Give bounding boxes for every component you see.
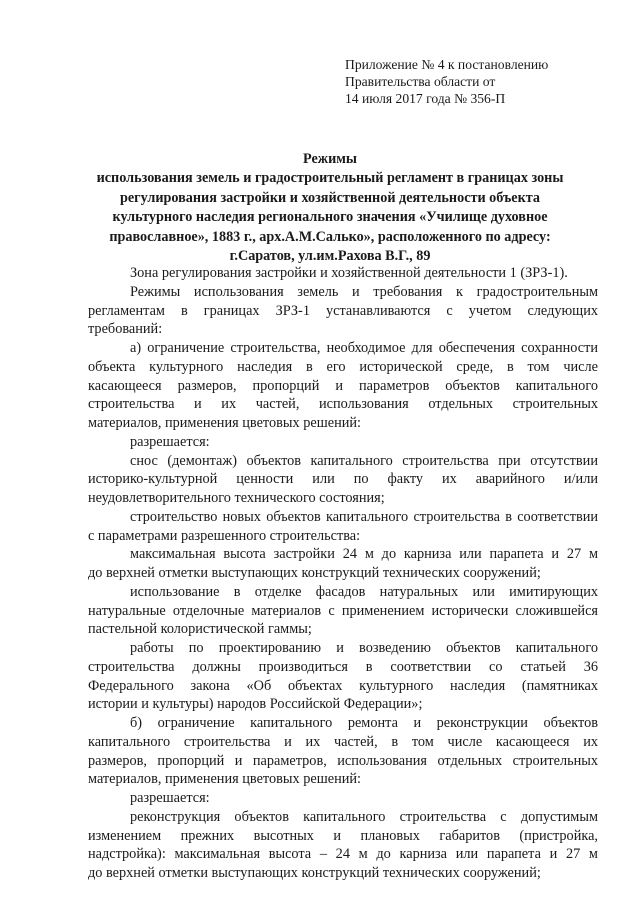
document-body [88,264,598,883]
title-line: использования земель и градостроительный регламент в границах зоны [96,170,564,187]
body-line: разрешается: [130,433,210,450]
document-title [60,150,600,266]
body-line: с параметрами разрешенного строительства: [88,527,361,544]
body-line: строительства должны производиться в соответствии со статьей 36 [88,658,598,675]
header-line-3: 14 июля 2017 года № 356-П [345,91,506,106]
body-line: регламентам в границах ЗРЗ-1 устанавливаются с учетом следующих [88,302,598,319]
body-line: до верхней отметки выступающих конструкций технических сооружений; [88,865,541,881]
appendix-header [345,56,548,107]
body-line: историко-культурной ценности или по факту их аварийного и/или [88,471,598,488]
title-line: культурного наследия регионального значения «Училище духовное [112,209,548,226]
body-line: неудовлетворительного технического состояния; [88,490,385,506]
body-line: Зона регулирования застройки и хозяйственной деятельности 1 (ЗРЗ-1). [130,265,568,281]
body-line: материалов, применения цветовых решений: [88,415,361,431]
body-line: Федерального закона «Об объектах культурного наследия (памятниках [88,677,598,694]
body-line: использование в отделке фасадов натуральных или имитирующих [130,583,598,600]
title-line: православное», 1883 г., арх.А.М.Салько», расположенного по адресу: [109,228,551,245]
title-line: г.Саратов, ул.им.Рахова В.Г., 89 [229,248,431,265]
header-line-2: Правительства области от [345,74,496,89]
body-line: надстройка): максимальная высота – 24 м до карниза или парапета и 27 м [88,846,598,863]
title-line: регулирования застройки и хозяйственной деятельности объекта [119,189,540,206]
body-line: а) ограничение строительства, необходимое для обеспечения сохранности [130,340,598,356]
body-line: материалов, применения цветовых решений: [88,771,361,788]
body-line: строительство новых объектов капитального строительства в соответствии [130,508,598,525]
body-line: б) ограничение капитального ремонта и реконструкции объектов [130,715,598,731]
body-line: объекта культурного наследия в его исторической среде, в том числе [88,358,598,375]
title-main: Режимы [303,151,357,167]
body-line: Режимы использования земель и требования к градостроительным [130,283,598,300]
body-line: требований: [88,321,163,338]
body-line: максимальная высота застройки 24 м до карниза или парапета и 27 м [130,546,598,563]
body-line: строительства и их частей, использования отдельных строительных [88,396,598,413]
body-line: капитального строительства и их частей, в том числе касающееся их [88,733,598,750]
body-line: истории и культуры) народов Российской Федерации»; [88,696,423,713]
header-line-1: Приложение № 4 к постановлению [345,57,549,72]
body-line: работы по проектированию и возведению объектов капитального [130,640,598,656]
body-line: натуральные отделочные материалов с применением исторически сложившейся [88,602,598,619]
body-line: касающееся размеров, пропорций и параметров объектов капитального [88,377,598,394]
body-line: снос (демонтаж) объектов капитального строительства при отсутствии [130,452,598,469]
body-line: пастельной колористической гаммы; [88,621,312,638]
body-line: до верхней отметки выступающих конструкций технических сооружений; [88,565,541,581]
body-line: размеров, пропорций и параметров, использования отдельных строительных [88,752,598,769]
body-line: реконструкция объектов капитального строительства с допустимым [130,808,598,825]
body-line: изменением прежних высотных и плановых габаритов (пристройка, [88,827,598,844]
body-line: разрешается: [130,790,210,806]
